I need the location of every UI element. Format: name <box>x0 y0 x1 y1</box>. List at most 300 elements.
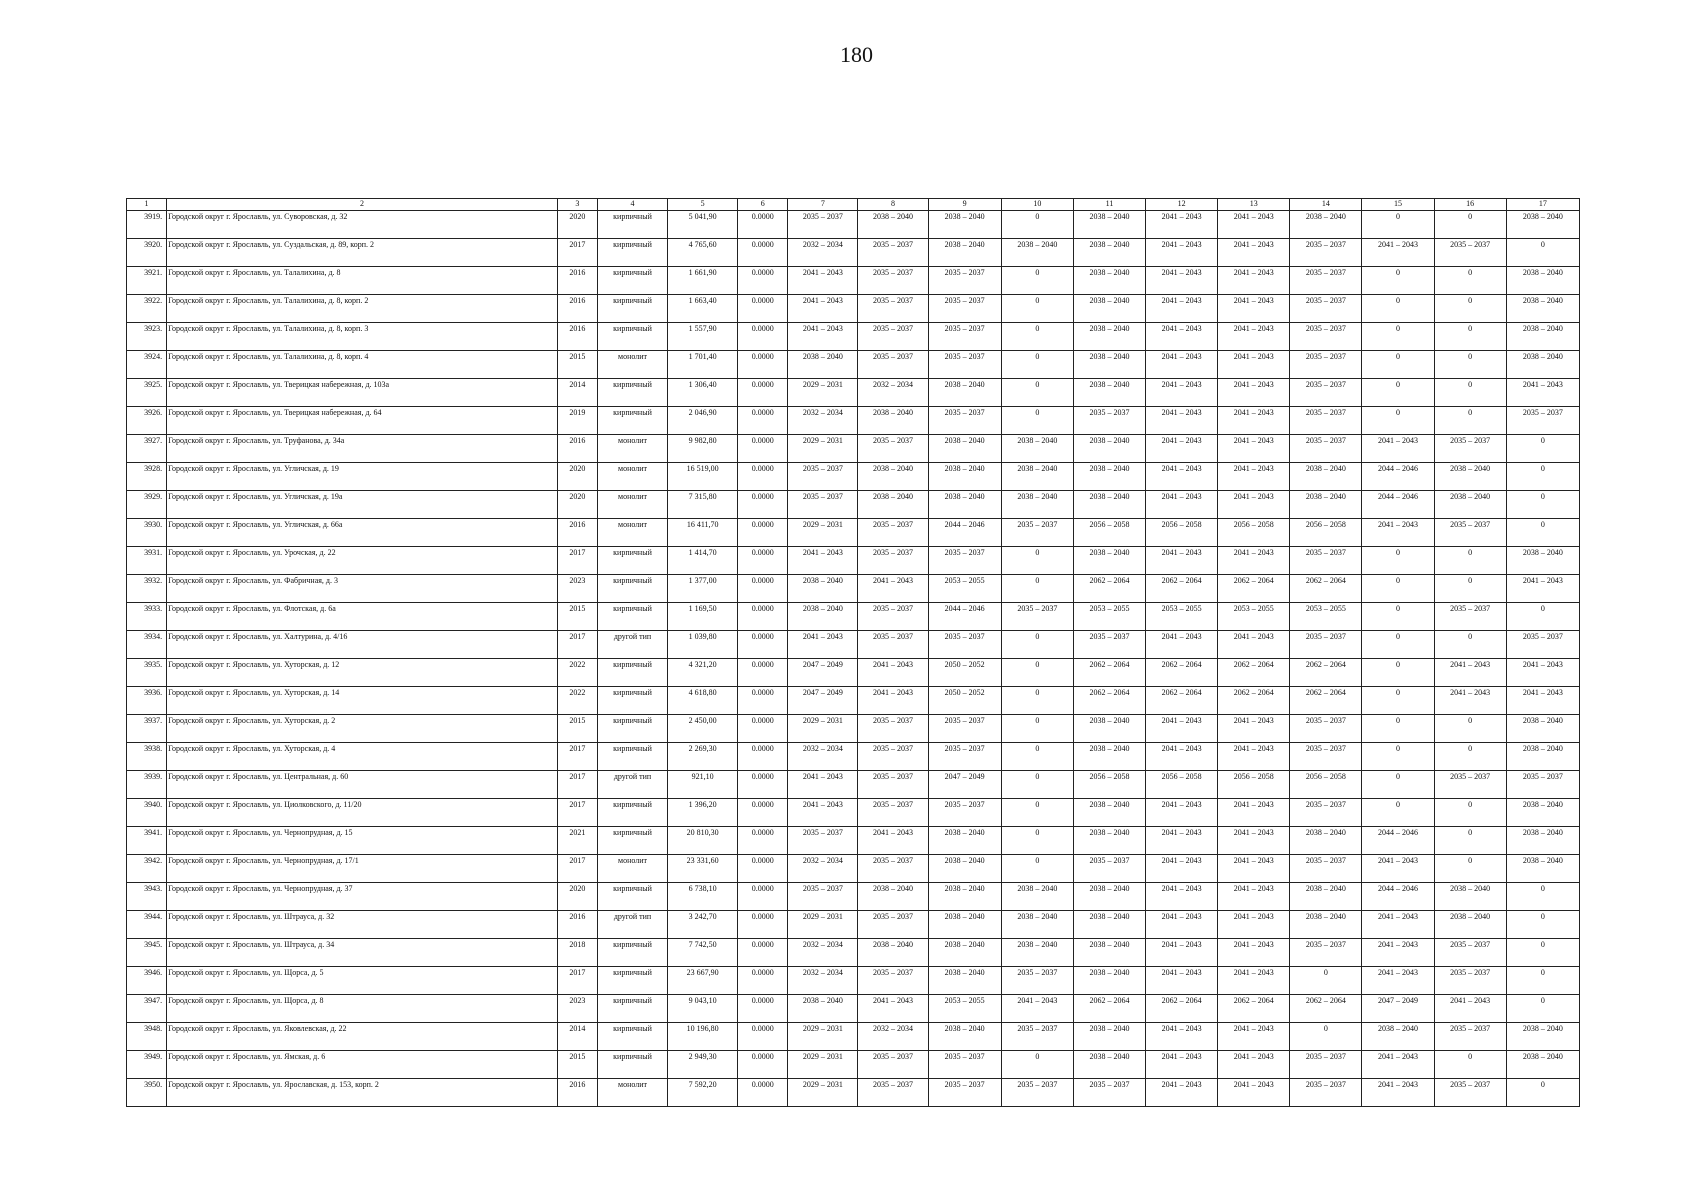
table-row <box>127 491 1580 519</box>
table-cell: 4 321,20 <box>668 659 738 687</box>
table-cell: 0 <box>1001 855 1073 883</box>
table-cell: 2035 – 2037 <box>928 1079 1001 1107</box>
table-cell: кирпичный <box>597 743 667 771</box>
table-cell: 2038 – 2040 <box>1073 1023 1145 1051</box>
table-cell: 2035 – 2037 <box>1073 407 1145 435</box>
table-cell: монолит <box>597 1079 667 1107</box>
column-header: 1 <box>127 199 167 211</box>
row-number-cell: 3939. <box>127 771 167 799</box>
row-number-cell: 3942. <box>127 855 167 883</box>
table-cell: 2044 – 2046 <box>928 603 1001 631</box>
table-cell: 2035 – 2037 <box>858 631 928 659</box>
table-cell: 2038 – 2040 <box>1073 491 1145 519</box>
table-cell: 2035 – 2037 <box>1073 1079 1145 1107</box>
table-cell: 2035 – 2037 <box>858 715 928 743</box>
table-cell: 2032 – 2034 <box>788 939 858 967</box>
table-cell: 2053 – 2055 <box>1218 603 1290 631</box>
table-cell: 2038 – 2040 <box>1073 295 1145 323</box>
table-cell: 2017 <box>557 771 597 799</box>
table-cell: 2062 – 2064 <box>1290 659 1362 687</box>
table-cell: 2041 – 2043 <box>1218 631 1290 659</box>
table-cell: 0 <box>1290 967 1362 995</box>
table-cell: 2041 – 2043 <box>1434 687 1506 715</box>
table-cell: 2022 <box>557 687 597 715</box>
table-cell: 2041 – 2043 <box>1218 911 1290 939</box>
table-cell: 2041 – 2043 <box>858 575 928 603</box>
table-cell: 2035 – 2037 <box>1434 603 1506 631</box>
table-cell: 0 <box>1362 323 1434 351</box>
address-cell: Городской округ г. Ярославль, ул. Угличская, д. 66а <box>167 519 558 547</box>
table-cell: 2035 – 2037 <box>1290 435 1362 463</box>
table-cell: 2062 – 2064 <box>1073 575 1145 603</box>
table-cell: 2016 <box>557 323 597 351</box>
table-cell: 0.0000 <box>738 435 788 463</box>
row-number-cell: 3922. <box>127 295 167 323</box>
table-cell: 2035 – 2037 <box>1290 407 1362 435</box>
table-cell: 2062 – 2064 <box>1218 575 1290 603</box>
table-cell: 2038 – 2040 <box>1073 239 1145 267</box>
table-cell: 2038 – 2040 <box>928 911 1001 939</box>
table-cell: 2035 – 2037 <box>1434 435 1506 463</box>
table-cell: кирпичный <box>597 939 667 967</box>
table-cell: 2038 – 2040 <box>1506 295 1579 323</box>
table-cell: 2056 – 2058 <box>1218 519 1290 547</box>
table-cell: кирпичный <box>597 799 667 827</box>
table-cell: 2041 – 2043 <box>1218 491 1290 519</box>
table-row <box>127 351 1580 379</box>
table-cell: 2035 – 2037 <box>1434 519 1506 547</box>
table-cell: 0.0000 <box>738 827 788 855</box>
row-number-cell: 3948. <box>127 1023 167 1051</box>
table-cell: 2056 – 2058 <box>1073 519 1145 547</box>
table-cell: 2038 – 2040 <box>1073 911 1145 939</box>
row-number-cell: 3929. <box>127 491 167 519</box>
table-cell: 0.0000 <box>738 659 788 687</box>
table-cell: 7 315,80 <box>668 491 738 519</box>
table-cell: 2035 – 2037 <box>858 1051 928 1079</box>
table-cell: 2035 – 2037 <box>788 827 858 855</box>
table-cell: 2035 – 2037 <box>858 771 928 799</box>
table-row <box>127 827 1580 855</box>
table-cell: 0 <box>1434 295 1506 323</box>
row-number-cell: 3930. <box>127 519 167 547</box>
table-cell: 2041 – 2043 <box>1218 715 1290 743</box>
table-cell: 0 <box>1001 547 1073 575</box>
row-number-cell: 3943. <box>127 883 167 911</box>
table-cell: 2035 – 2037 <box>858 967 928 995</box>
table-cell: 2038 – 2040 <box>858 211 928 239</box>
table-cell: 2038 – 2040 <box>788 351 858 379</box>
table-cell: 2038 – 2040 <box>928 1023 1001 1051</box>
table-cell: кирпичный <box>597 1023 667 1051</box>
table-cell: 0.0000 <box>738 211 788 239</box>
table-cell: 7 742,50 <box>668 939 738 967</box>
table-cell: 2035 – 2037 <box>788 491 858 519</box>
address-cell: Городской округ г. Ярославль, ул. Талалихина, д. 8, корп. 4 <box>167 351 558 379</box>
row-number-cell: 3940. <box>127 799 167 827</box>
table-cell: 2053 – 2055 <box>1290 603 1362 631</box>
table-cell: 0.0000 <box>738 911 788 939</box>
table-cell: 0 <box>1434 799 1506 827</box>
column-header: 3 <box>557 199 597 211</box>
row-number-cell: 3932. <box>127 575 167 603</box>
table-cell: 2053 – 2055 <box>1073 603 1145 631</box>
table-cell: 2062 – 2064 <box>1073 995 1145 1023</box>
table-cell: 0 <box>1362 211 1434 239</box>
column-header: 8 <box>858 199 928 211</box>
table-cell: 0 <box>1001 351 1073 379</box>
address-cell: Городской округ г. Ярославль, ул. Суворовская, д. 32 <box>167 211 558 239</box>
table-cell: 2041 – 2043 <box>1218 211 1290 239</box>
table-cell: 2062 – 2064 <box>1218 995 1290 1023</box>
table-row <box>127 239 1580 267</box>
table-cell: 2035 – 2037 <box>1434 967 1506 995</box>
table-cell: кирпичный <box>597 1051 667 1079</box>
table-row <box>127 855 1580 883</box>
table-cell: 2056 – 2058 <box>1290 771 1362 799</box>
table-cell: 2041 – 2043 <box>1146 743 1218 771</box>
table-cell: 2035 – 2037 <box>858 519 928 547</box>
table-cell: 2038 – 2040 <box>1506 743 1579 771</box>
row-number-cell: 3923. <box>127 323 167 351</box>
table-cell: 1 414,70 <box>668 547 738 575</box>
table-cell: 2041 – 2043 <box>1434 659 1506 687</box>
table-cell: 0.0000 <box>738 743 788 771</box>
row-number-cell: 3933. <box>127 603 167 631</box>
row-number-cell: 3950. <box>127 1079 167 1107</box>
table-cell: 2038 – 2040 <box>1434 463 1506 491</box>
row-number-cell: 3919. <box>127 211 167 239</box>
table-cell: 1 396,20 <box>668 799 738 827</box>
table-cell: 2038 – 2040 <box>1073 967 1145 995</box>
address-cell: Городской округ г. Ярославль, ул. Труфанова, д. 34а <box>167 435 558 463</box>
table-cell: 2041 – 2043 <box>1146 631 1218 659</box>
table-cell: 2062 – 2064 <box>1290 687 1362 715</box>
address-cell: Городской округ г. Ярославль, ул. Чернопрудная, д. 17/1 <box>167 855 558 883</box>
table-cell: 2062 – 2064 <box>1218 687 1290 715</box>
table-cell: 2041 – 2043 <box>1146 883 1218 911</box>
table-cell: 2035 – 2037 <box>858 351 928 379</box>
table-cell: 2041 – 2043 <box>1146 239 1218 267</box>
table-cell: 2041 – 2043 <box>1218 351 1290 379</box>
table-cell: 0 <box>1001 575 1073 603</box>
table-cell: 2035 – 2037 <box>1290 743 1362 771</box>
row-number-cell: 3944. <box>127 911 167 939</box>
table-cell: 2035 – 2037 <box>1290 379 1362 407</box>
table-cell: 0.0000 <box>738 995 788 1023</box>
table-cell: 2038 – 2040 <box>1506 351 1579 379</box>
table-cell: 0 <box>1506 883 1579 911</box>
row-number-cell: 3927. <box>127 435 167 463</box>
table-cell: 2041 – 2043 <box>1218 827 1290 855</box>
table-cell: 2035 – 2037 <box>1001 1079 1073 1107</box>
table-cell: 9 043,10 <box>668 995 738 1023</box>
table-cell: 2035 – 2037 <box>788 883 858 911</box>
table-cell: 0 <box>1362 267 1434 295</box>
row-number-cell: 3949. <box>127 1051 167 1079</box>
header-row <box>127 199 1580 211</box>
table-cell: 2041 – 2043 <box>1218 295 1290 323</box>
table-cell: 2038 – 2040 <box>1073 435 1145 463</box>
table-cell: 2017 <box>557 239 597 267</box>
table-cell: 2038 – 2040 <box>1001 463 1073 491</box>
table-cell: 2041 – 2043 <box>1146 911 1218 939</box>
column-header: 7 <box>788 199 858 211</box>
table-cell: 2035 – 2037 <box>928 799 1001 827</box>
table-cell: 2029 – 2031 <box>788 379 858 407</box>
table-cell: 2035 – 2037 <box>1290 1051 1362 1079</box>
table-cell: 2056 – 2058 <box>1146 771 1218 799</box>
column-header: 5 <box>668 199 738 211</box>
table-cell: 0.0000 <box>738 267 788 295</box>
table-cell: 2041 – 2043 <box>788 771 858 799</box>
table-cell: 0.0000 <box>738 463 788 491</box>
table-cell: кирпичный <box>597 687 667 715</box>
table-cell: 2029 – 2031 <box>788 435 858 463</box>
table-cell: 2035 – 2037 <box>1434 239 1506 267</box>
table-cell: 2017 <box>557 743 597 771</box>
table-cell: 2041 – 2043 <box>788 295 858 323</box>
table-cell: 2062 – 2064 <box>1073 687 1145 715</box>
row-number-cell: 3924. <box>127 351 167 379</box>
table-cell: 0 <box>1362 687 1434 715</box>
table-cell: 0 <box>1362 351 1434 379</box>
table-cell: 2041 – 2043 <box>1146 295 1218 323</box>
table-cell: 2035 – 2037 <box>1001 967 1073 995</box>
row-number-cell: 3928. <box>127 463 167 491</box>
table-cell: 2038 – 2040 <box>1073 743 1145 771</box>
table-cell: 0 <box>1362 379 1434 407</box>
table-cell: 2050 – 2052 <box>928 659 1001 687</box>
table-cell: 0.0000 <box>738 379 788 407</box>
table-cell: 2041 – 2043 <box>1146 1023 1218 1051</box>
table-cell: 0 <box>1001 407 1073 435</box>
table-cell: 16 411,70 <box>668 519 738 547</box>
table-row <box>127 519 1580 547</box>
table-cell: 0 <box>1434 743 1506 771</box>
column-header: 14 <box>1290 199 1362 211</box>
table-cell: 2032 – 2034 <box>858 379 928 407</box>
table-cell: 2032 – 2034 <box>858 1023 928 1051</box>
row-number-cell: 3937. <box>127 715 167 743</box>
table-cell: 2038 – 2040 <box>1290 211 1362 239</box>
table-cell: 2032 – 2034 <box>788 743 858 771</box>
table-cell: 2038 – 2040 <box>1506 1051 1579 1079</box>
table-cell: 0 <box>1434 631 1506 659</box>
table-cell: 2038 – 2040 <box>858 883 928 911</box>
table-cell: 2041 – 2043 <box>1218 239 1290 267</box>
table-cell: монолит <box>597 435 667 463</box>
table-cell: 2041 – 2043 <box>858 995 928 1023</box>
table-cell: 0.0000 <box>738 771 788 799</box>
table-cell: 0 <box>1362 659 1434 687</box>
table-row <box>127 547 1580 575</box>
column-header: 2 <box>167 199 558 211</box>
table-cell: 2041 – 2043 <box>1146 547 1218 575</box>
table-cell: 2038 – 2040 <box>1073 939 1145 967</box>
table-cell: 0 <box>1001 1051 1073 1079</box>
table-cell: 2035 – 2037 <box>1506 407 1579 435</box>
table-cell: кирпичный <box>597 603 667 631</box>
table-cell: 2020 <box>557 883 597 911</box>
table-cell: 0 <box>1362 295 1434 323</box>
table-cell: 2017 <box>557 855 597 883</box>
table-cell: 2020 <box>557 211 597 239</box>
row-number-cell: 3941. <box>127 827 167 855</box>
table-cell: 0 <box>1506 995 1579 1023</box>
table-cell: 0 <box>1434 855 1506 883</box>
table-cell: 2035 – 2037 <box>1290 631 1362 659</box>
table-cell: 7 592,20 <box>668 1079 738 1107</box>
table-cell: 0 <box>1001 687 1073 715</box>
table-cell: 2041 – 2043 <box>1146 463 1218 491</box>
table-cell: 1 661,90 <box>668 267 738 295</box>
table-cell: 2038 – 2040 <box>1506 715 1579 743</box>
table-cell: 2038 – 2040 <box>928 939 1001 967</box>
table-cell: 0.0000 <box>738 1079 788 1107</box>
table-cell: 2038 – 2040 <box>1506 267 1579 295</box>
table-cell: 2019 <box>557 407 597 435</box>
table-cell: 2041 – 2043 <box>1362 911 1434 939</box>
table-cell: 2038 – 2040 <box>928 463 1001 491</box>
table-cell: 2038 – 2040 <box>928 491 1001 519</box>
table-cell: 0 <box>1434 351 1506 379</box>
table-cell: 2035 – 2037 <box>928 407 1001 435</box>
table-cell: 2041 – 2043 <box>1362 519 1434 547</box>
table-cell: 2020 <box>557 463 597 491</box>
table-cell: 0 <box>1506 239 1579 267</box>
table-row <box>127 267 1580 295</box>
table-cell: 2041 – 2043 <box>1506 575 1579 603</box>
table-row <box>127 463 1580 491</box>
table-cell: 2035 – 2037 <box>1434 939 1506 967</box>
table-cell: 2041 – 2043 <box>1218 547 1290 575</box>
column-header: 17 <box>1506 199 1579 211</box>
address-cell: Городской округ г. Ярославль, ул. Хуторская, д. 4 <box>167 743 558 771</box>
table-cell: 2038 – 2040 <box>858 939 928 967</box>
table-cell: 2041 – 2043 <box>1218 939 1290 967</box>
table-cell: 2038 – 2040 <box>1506 799 1579 827</box>
page-number: 180 <box>840 42 873 67</box>
table-cell: 0 <box>1434 547 1506 575</box>
table-cell: 2038 – 2040 <box>1434 491 1506 519</box>
table-cell: кирпичный <box>597 659 667 687</box>
table-cell: 1 039,80 <box>668 631 738 659</box>
column-header: 13 <box>1218 199 1290 211</box>
table-cell: 0.0000 <box>738 603 788 631</box>
table-cell: 2038 – 2040 <box>1073 883 1145 911</box>
table-cell: 2041 – 2043 <box>1146 491 1218 519</box>
table-cell: 2053 – 2055 <box>928 575 1001 603</box>
table-cell: кирпичный <box>597 967 667 995</box>
table-cell: 0.0000 <box>738 519 788 547</box>
table-cell: 2016 <box>557 435 597 463</box>
table-cell: 2038 – 2040 <box>1001 911 1073 939</box>
table-cell: 2035 – 2037 <box>858 239 928 267</box>
address-cell: Городской округ г. Ярославль, ул. Штрауса, д. 34 <box>167 939 558 967</box>
table-cell: 2044 – 2046 <box>1362 827 1434 855</box>
table-cell: кирпичный <box>597 267 667 295</box>
row-number-cell: 3938. <box>127 743 167 771</box>
row-number-cell: 3921. <box>127 267 167 295</box>
table-cell: 3 242,70 <box>668 911 738 939</box>
table-cell: 0.0000 <box>738 575 788 603</box>
table-cell: 2038 – 2040 <box>928 435 1001 463</box>
table-cell: 2044 – 2046 <box>1362 491 1434 519</box>
table-cell: 0 <box>1506 939 1579 967</box>
table-cell: 2035 – 2037 <box>928 351 1001 379</box>
address-cell: Городской округ г. Ярославль, ул. Циолковского, д. 11/20 <box>167 799 558 827</box>
table-cell: 0 <box>1001 323 1073 351</box>
table-cell: 2038 – 2040 <box>1001 435 1073 463</box>
table-cell: монолит <box>597 351 667 379</box>
table-cell: 2032 – 2034 <box>788 967 858 995</box>
table-cell: 2041 – 2043 <box>1146 267 1218 295</box>
table-cell: 921,10 <box>668 771 738 799</box>
table-row <box>127 295 1580 323</box>
table-cell: 2062 – 2064 <box>1290 575 1362 603</box>
table-cell: 2035 – 2037 <box>788 463 858 491</box>
table-cell: 0 <box>1434 323 1506 351</box>
table-cell: 1 306,40 <box>668 379 738 407</box>
row-number-cell: 3934. <box>127 631 167 659</box>
table-cell: 0.0000 <box>738 967 788 995</box>
table-cell: 0 <box>1362 715 1434 743</box>
column-header: 12 <box>1146 199 1218 211</box>
table-cell: 0.0000 <box>738 883 788 911</box>
row-number-cell: 3925. <box>127 379 167 407</box>
table-cell: 2038 – 2040 <box>1506 323 1579 351</box>
table-cell: монолит <box>597 855 667 883</box>
table-cell: 2038 – 2040 <box>1506 547 1579 575</box>
table-cell: 2017 <box>557 967 597 995</box>
table-cell: 0 <box>1434 267 1506 295</box>
table-cell: монолит <box>597 491 667 519</box>
table-cell: кирпичный <box>597 407 667 435</box>
table-cell: 2041 – 2043 <box>1506 659 1579 687</box>
table-cell: 2016 <box>557 1079 597 1107</box>
table-cell: 2035 – 2037 <box>858 267 928 295</box>
table-cell: кирпичный <box>597 715 667 743</box>
address-cell: Городской округ г. Ярославль, ул. Хуторская, д. 14 <box>167 687 558 715</box>
address-cell: Городской округ г. Ярославль, ул. Угличская, д. 19а <box>167 491 558 519</box>
table-cell: 2035 – 2037 <box>1506 631 1579 659</box>
table-cell: 10 196,80 <box>668 1023 738 1051</box>
table-cell: 0 <box>1506 1079 1579 1107</box>
table-cell: 0.0000 <box>738 855 788 883</box>
table-cell: 4 618,80 <box>668 687 738 715</box>
table-cell: 2038 – 2040 <box>1506 855 1579 883</box>
table-cell: 0 <box>1506 435 1579 463</box>
table-cell: 2062 – 2064 <box>1146 659 1218 687</box>
table-cell: кирпичный <box>597 323 667 351</box>
table-cell: 0 <box>1434 407 1506 435</box>
table-cell: 2041 – 2043 <box>1506 687 1579 715</box>
table-cell: 2035 – 2037 <box>858 435 928 463</box>
table-cell: 2035 – 2037 <box>858 799 928 827</box>
table-row <box>127 435 1580 463</box>
table-cell: 2035 – 2037 <box>928 323 1001 351</box>
table-cell: 2035 – 2037 <box>1073 855 1145 883</box>
column-header: 10 <box>1001 199 1073 211</box>
table-cell: 2035 – 2037 <box>1001 1023 1073 1051</box>
table-row <box>127 1079 1580 1107</box>
table-cell: 2035 – 2037 <box>1001 603 1073 631</box>
table-cell: 2041 – 2043 <box>1146 379 1218 407</box>
table-cell: 2 046,90 <box>668 407 738 435</box>
row-number-cell: 3931. <box>127 547 167 575</box>
table-cell: 2038 – 2040 <box>1073 267 1145 295</box>
